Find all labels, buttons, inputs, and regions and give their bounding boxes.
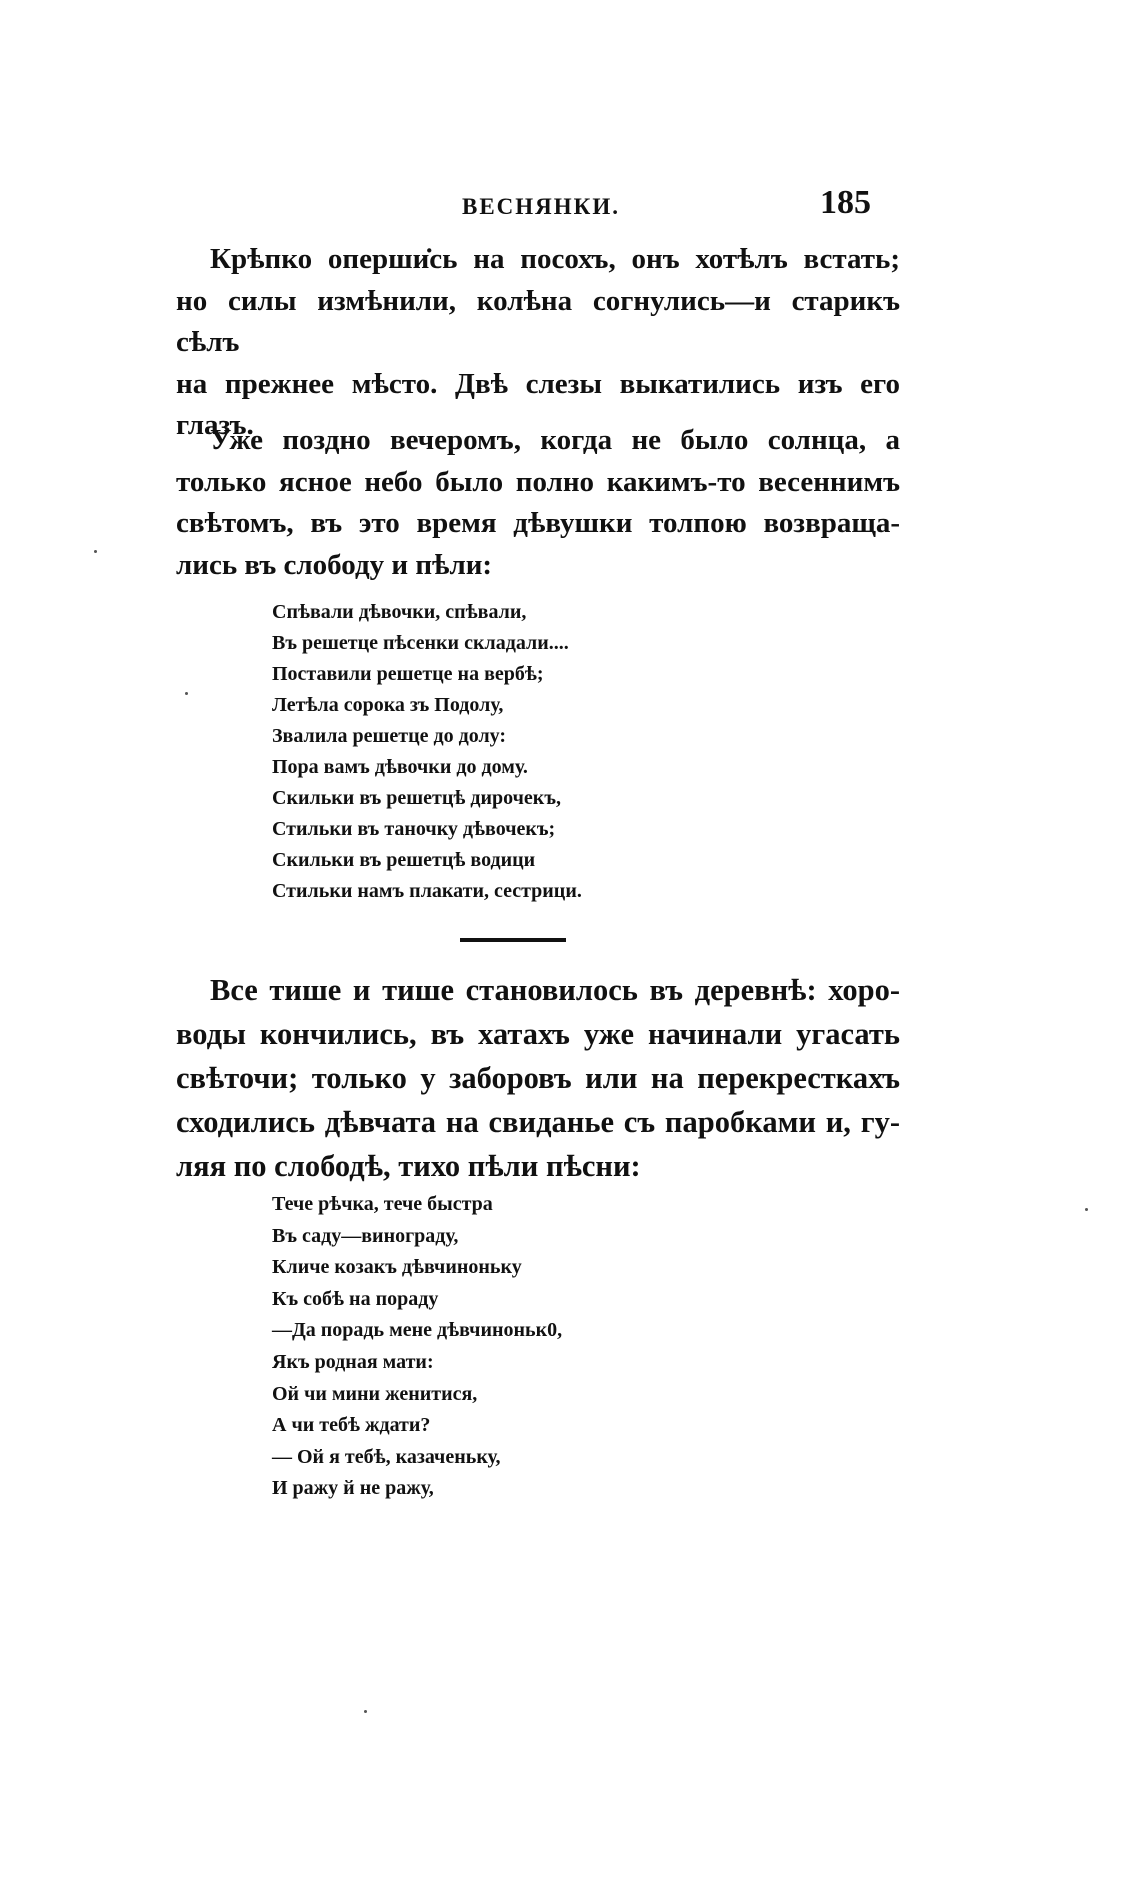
paragraph-3 <box>176 968 900 1188</box>
verse-line: Ой чи мини женитися, <box>272 1382 478 1405</box>
verse-line: Звалила решетце до долу: <box>272 725 507 747</box>
verse-line: Якъ родная мати: <box>272 1350 434 1373</box>
verse-line: Тече рѣчка, тече быстра <box>272 1193 493 1215</box>
paragraph-line: свѣтомъ, въ это время дѣвушки толпою возвраща- <box>176 507 900 539</box>
paper-speck <box>185 692 188 695</box>
verse-line: Стильки намъ плакати, сестрици. <box>272 880 582 902</box>
paragraph-line: свѣточи; только у заборовъ или на перекресткахъ <box>176 1061 900 1095</box>
section-divider <box>460 938 566 942</box>
paragraph-line: сходились дѣвчата на свиданье съ паробками и, гу- <box>176 1105 900 1139</box>
paragraph-line: Уже поздно вечеромъ, когда не было солнца, а <box>210 424 900 456</box>
paragraph-line: но силы измѣнили, колѣна согнулись—и старикъ сѣлъ <box>176 284 900 358</box>
verse-line: А чи тебѣ ждати? <box>272 1414 431 1437</box>
song-2 <box>272 1189 732 1505</box>
verse-line: Пора вамъ дѣвочки до дому. <box>272 756 528 778</box>
paragraph-line: только ясное небо было полно какимъ-то весеннимъ <box>176 465 900 498</box>
verse-line: Стильки въ таночку дѣвочекъ; <box>272 818 556 840</box>
verse-line: Къ собѣ на пораду <box>272 1287 439 1310</box>
paper-speck <box>1085 1208 1088 1211</box>
verse-line: Скильки въ решетцѣ дирочекъ, <box>272 787 561 809</box>
verse-line: Скильки въ решетцѣ водици <box>272 849 536 871</box>
page-number: 185 <box>820 184 871 221</box>
song-1 <box>272 597 732 907</box>
paragraph-line: глазъ. <box>176 409 254 441</box>
paragraph-line: ляя по слободѣ, тихо пѣли пѣсни: <box>176 1149 641 1183</box>
verse-line: Поставили решетце на вербѣ; <box>272 663 544 685</box>
verse-line: Спѣвали дѣвочки, спѣвали, <box>272 601 527 623</box>
verse-line: — Ой я тебѣ, казаченьку, <box>272 1445 501 1468</box>
verse-line: И ражу й не ражу, <box>272 1477 434 1500</box>
verse-line: Въ решетце пѣсенки складали.... <box>272 632 569 654</box>
paper-speck <box>94 550 97 553</box>
verse-line: —Да порадь мене дѣвчиноньк0, <box>272 1319 563 1342</box>
paragraph-line: Все тише и тише становилось въ деревнѣ: хоро- <box>210 973 900 1007</box>
paper-speck <box>364 1710 367 1713</box>
verse-line: Летѣла сорока зъ Подолу, <box>272 694 504 716</box>
paragraph-line: на прежнее мѣсто. Двѣ слезы выкатились изъ его <box>176 367 900 400</box>
paragraph-1 <box>176 239 900 447</box>
running-head: ВЕСНЯНКИ. <box>462 194 620 219</box>
paragraph-line: Крѣпко оперши̇сь на посохъ, онъ хотѣлъ встать; <box>210 243 900 275</box>
verse-line: Въ саду—винограду, <box>272 1224 459 1247</box>
paragraph-line: лись въ слободу и пѣли: <box>176 548 493 581</box>
verse-line: Кличе козакъ дѣвчиноньку <box>272 1256 522 1279</box>
paragraph-line: воды кончились, въ хатахъ уже начинали угасать <box>176 1017 900 1051</box>
paragraph-2 <box>176 420 900 586</box>
